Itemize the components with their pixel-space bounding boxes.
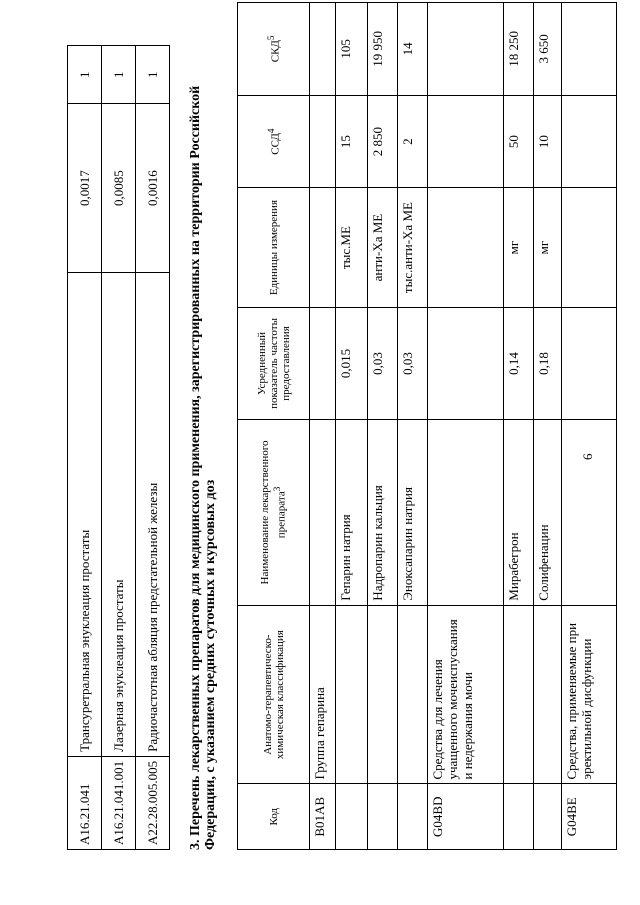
drug-skd: 14 (398, 3, 428, 96)
drug-code: G04BE (562, 784, 617, 850)
service-name: Лазерная энуклеация простаты (102, 272, 136, 756)
drug-frequency: 0,18 (534, 307, 562, 420)
drug-ssd: 15 (336, 95, 368, 188)
drug-row (428, 3, 504, 850)
drug-ssd (562, 95, 617, 188)
service-code: A22.28.005.005 (136, 756, 170, 849)
drug-ssd: 50 (504, 95, 534, 188)
drug-frequency (428, 307, 504, 420)
drug-code (504, 784, 534, 850)
drug-code: B01AB (310, 784, 336, 850)
drug-ssd: 10 (534, 95, 562, 188)
drug-frequency (562, 307, 617, 420)
service-frequency: 0,0017 (68, 104, 102, 272)
drug-name: Гепарин натрия (336, 420, 368, 605)
service-row (102, 46, 136, 850)
drug-ssd (428, 95, 504, 188)
drug-skd (428, 3, 504, 96)
drug-row (336, 3, 368, 850)
drug-frequency: 0,14 (504, 307, 534, 420)
service-name: Радиочастотная абляция предстательной железы (136, 272, 170, 756)
service-frequency: 0,0085 (102, 104, 136, 272)
drug-units (562, 188, 617, 307)
drug-atc-class: Группа гепарина (310, 605, 336, 784)
drug-units (428, 188, 504, 307)
drug-atc-class (336, 605, 368, 784)
drug-row (368, 3, 398, 850)
drug-row (504, 3, 534, 850)
page-number: 6 (580, 453, 595, 460)
drug-name: Мирабегрон (504, 420, 534, 605)
drug-skd: 19 950 (368, 3, 398, 96)
services-table (67, 45, 170, 850)
drug-atc-class: Средства для лечения учащенного мочеиспускания и недержания мочи (428, 605, 504, 784)
section-heading: 3. Перечень лекарственных препаратов для медицинского применения, зарегистрированных на территории Российской Федерации, с указанием средних суточных и курсовых доз (188, 85, 218, 850)
drug-name: Солифенацин (534, 420, 562, 605)
service-row (68, 46, 102, 850)
header-atc: Анатомо-терапевтическо-химическая классификация (238, 605, 310, 784)
service-code: A16.21.041.001 (102, 756, 136, 849)
drug-code (368, 784, 398, 850)
drug-row (534, 3, 562, 850)
drug-frequency: 0,03 (368, 307, 398, 420)
header-skd: СКД$^5$ (238, 3, 310, 96)
drug-row (310, 3, 336, 850)
service-multiplicity: 1 (102, 46, 136, 104)
drug-atc-class (504, 605, 534, 784)
drug-code (398, 784, 428, 850)
header-code: Код (238, 784, 310, 850)
drug-atc-class (534, 605, 562, 784)
drug-units: тыс.анти-Ха МЕ (398, 188, 428, 307)
drug-ssd: 2 (398, 95, 428, 188)
drug-units: мг (534, 188, 562, 307)
service-code: A16.21.041 (68, 756, 102, 849)
drug-skd (310, 3, 336, 96)
drug-units: мг (504, 188, 534, 307)
service-row (136, 46, 170, 850)
drug-ssd (310, 95, 336, 188)
drug-code (336, 784, 368, 850)
drugs-table (237, 2, 617, 850)
drug-ssd: 2 850 (368, 95, 398, 188)
drug-code (534, 784, 562, 850)
drug-frequency: 0,03 (398, 307, 428, 420)
drug-name (310, 420, 336, 605)
drug-name (562, 420, 617, 605)
drug-name: Надропарин кальция (368, 420, 398, 605)
header-frequency: Усредненный показатель частоты предоставления (238, 307, 310, 420)
service-frequency: 0,0016 (136, 104, 170, 272)
drug-name: Эноксапарин натрия (398, 420, 428, 605)
header-units: Единицы измерения (238, 188, 310, 307)
drug-units: тыс.МЕ (336, 188, 368, 307)
drug-name (428, 420, 504, 605)
header-ssd: ССД$^4$ (238, 95, 310, 188)
drug-row (562, 3, 617, 850)
service-name: Трансуретральная энуклеация простаты (68, 272, 102, 756)
drug-units (310, 188, 336, 307)
drug-units: анти-Ха МЕ (368, 188, 398, 307)
service-multiplicity: 1 (68, 46, 102, 104)
drug-row (398, 3, 428, 850)
drug-code: G04BD (428, 784, 504, 850)
service-multiplicity: 1 (136, 46, 170, 104)
drug-skd: 105 (336, 3, 368, 96)
drug-atc-class (398, 605, 428, 784)
drug-frequency (310, 307, 336, 420)
drug-atc-class: Средства, применяемые при эректильной дисфункции (562, 605, 617, 784)
drug-atc-class (368, 605, 398, 784)
header-drug: Наименование лекарственного препарата$^3$ (238, 420, 310, 605)
drug-skd: 3 650 (534, 3, 562, 96)
drug-skd: 18 250 (504, 3, 534, 96)
drug-frequency: 0,015 (336, 307, 368, 420)
drug-skd (562, 3, 617, 96)
